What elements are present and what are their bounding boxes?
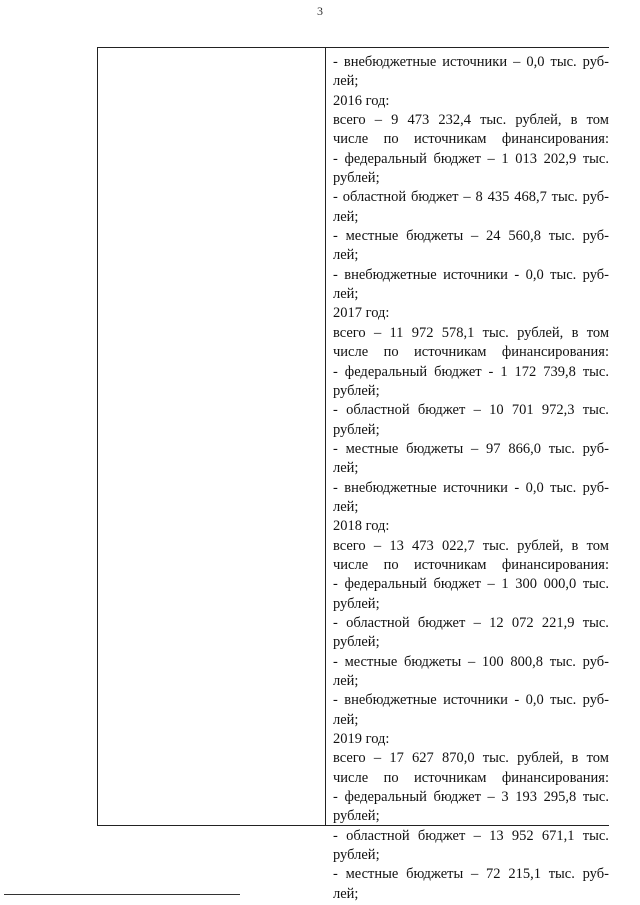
word: финансирования: (501, 131, 609, 148)
word: всего (333, 324, 366, 341)
word: 435 (487, 189, 510, 206)
word: рублей, (517, 324, 564, 341)
word: 3 (501, 789, 509, 806)
word: областной (342, 189, 407, 206)
word: источники (443, 266, 508, 283)
word: – (471, 228, 479, 245)
word: тыс. (548, 228, 575, 245)
word: руб- (582, 266, 609, 283)
word: внебюджетные (344, 479, 437, 496)
word: 473 (407, 112, 430, 129)
word: местные (345, 866, 399, 883)
text-line: лей; (333, 711, 359, 728)
word: бюджет (433, 150, 481, 167)
word: местные (345, 228, 399, 245)
word: 473 (412, 537, 434, 554)
word: – (373, 750, 382, 767)
text-line (333, 556, 609, 575)
text-line (333, 827, 609, 846)
word: тыс. (548, 866, 575, 883)
word: – (487, 789, 495, 806)
word: 10 (489, 402, 504, 419)
word: том (586, 112, 609, 129)
word: - (333, 866, 338, 883)
text-line: лей; (333, 498, 359, 515)
text-line (333, 788, 609, 807)
word: 1 (501, 576, 509, 593)
word: 013 (515, 150, 537, 167)
word: тыс. (550, 692, 577, 709)
word: 13 (489, 827, 504, 844)
word: - (333, 614, 338, 631)
word: по (383, 556, 399, 573)
text-line (333, 227, 609, 246)
word: тыс. (582, 614, 609, 631)
word: 739,8 (543, 363, 576, 380)
word: источники (443, 479, 508, 496)
word: местные (344, 653, 398, 670)
text-line: лей; (333, 247, 359, 264)
text-line (333, 769, 609, 788)
text-line (333, 749, 609, 768)
text-line: 2016 год: (333, 92, 390, 109)
word: 202,9 (543, 150, 577, 167)
word: 193 (515, 789, 537, 806)
word: источники (443, 692, 508, 709)
word: 13 (389, 537, 404, 554)
word: всего (333, 537, 366, 554)
text-line: рублей; (333, 634, 380, 651)
word: числе (333, 769, 369, 786)
word: тыс. (482, 750, 509, 767)
word: – (473, 402, 481, 419)
word: 8 (475, 189, 483, 206)
word: руб- (582, 692, 609, 709)
text-line (333, 537, 609, 556)
word: в (571, 537, 579, 554)
text-line: 2017 год: (333, 305, 390, 322)
text-line: рублей; (333, 170, 380, 187)
word: 866,0 (508, 440, 541, 457)
word: 627 (412, 750, 434, 767)
text-line (333, 111, 609, 130)
word: – (463, 189, 471, 206)
text-line: лей; (333, 208, 359, 225)
word: бюджет (434, 363, 482, 380)
word: руб- (582, 653, 609, 670)
word: 870,0 (441, 750, 475, 767)
word: числе (333, 131, 369, 148)
text-line (333, 575, 609, 594)
word: 000,0 (543, 576, 577, 593)
word: тыс. (582, 789, 609, 806)
word: - (333, 827, 338, 844)
word: тыс. (582, 576, 609, 593)
word: тыс. (550, 266, 577, 283)
word: – (473, 614, 481, 631)
word: – (487, 150, 495, 167)
word: тыс. (582, 827, 609, 844)
word: внебюджетные (343, 54, 437, 70)
word: 72 (486, 866, 501, 883)
word: – (374, 112, 383, 129)
word: бюджет (411, 189, 459, 206)
word: руб- (582, 189, 609, 206)
word: – (471, 440, 479, 457)
word: местные (345, 440, 399, 457)
funding-text-column (333, 53, 609, 904)
word: источникам (414, 344, 487, 361)
word: областной (346, 827, 410, 844)
word: – (373, 537, 382, 554)
word: по (383, 344, 399, 361)
word: источникам (414, 131, 487, 148)
text-line (333, 363, 609, 382)
word: 172 (514, 363, 537, 380)
word: рублей, (515, 112, 562, 129)
word: - (333, 54, 338, 70)
word: руб- (582, 54, 609, 70)
word: тыс. (550, 479, 577, 496)
word: - (514, 479, 520, 496)
word: тыс. (550, 54, 577, 70)
word: - (488, 363, 494, 380)
text-line (333, 614, 609, 633)
word: - (514, 692, 520, 709)
word: тыс. (582, 363, 609, 380)
word: – (473, 827, 481, 844)
text-line (333, 865, 609, 884)
page-number: 3 (317, 4, 323, 18)
word: тыс. (548, 440, 575, 457)
word: по (383, 769, 399, 786)
text-line (333, 188, 609, 207)
word: в (570, 112, 578, 129)
word: числе (333, 344, 369, 361)
word: 671,1 (541, 827, 575, 844)
word: 468,7 (514, 189, 547, 206)
word: тыс. (582, 150, 609, 167)
word: 560,8 (508, 228, 541, 245)
word: 952 (511, 827, 534, 844)
word: 578,1 (441, 324, 475, 341)
table-column-divider (325, 47, 326, 826)
word: 100 (481, 653, 504, 670)
word: областной (346, 614, 410, 631)
word: 11 (389, 324, 404, 341)
word: 800,8 (510, 653, 544, 670)
text-line (333, 440, 609, 459)
word: числе (333, 556, 369, 573)
text-line: лей; (333, 885, 359, 902)
word: - (333, 189, 338, 206)
word: внебюджетные (344, 266, 437, 283)
word: том (586, 537, 609, 554)
word: – (487, 576, 495, 593)
word: тыс. (480, 112, 507, 129)
text-line: лей; (333, 73, 359, 90)
word: 215,1 (508, 866, 541, 883)
word: - (333, 576, 338, 593)
word: источникам (414, 769, 487, 786)
word: по (383, 131, 399, 148)
word: - (333, 789, 338, 806)
word: тыс. (549, 653, 576, 670)
word: 1 (500, 363, 508, 380)
word: тыс. (482, 537, 509, 554)
word: руб- (582, 866, 609, 883)
footnote-rule (4, 894, 240, 895)
word: 12 (489, 614, 504, 631)
word: - (333, 440, 338, 457)
word: бюджет (417, 614, 466, 631)
word: - (333, 228, 338, 245)
word: 9 (391, 112, 399, 129)
text-line (333, 343, 609, 362)
word: - (333, 150, 338, 167)
text-line (333, 401, 609, 420)
word: 0,0 (525, 692, 544, 709)
word: – (373, 324, 382, 341)
text-line: рублей; (333, 421, 380, 438)
text-line: 2018 год: (333, 518, 390, 535)
word: всего (333, 112, 366, 129)
word: федеральный (344, 789, 427, 806)
word: - (333, 266, 338, 283)
text-line: 2019 год: (333, 731, 390, 748)
word: 701 (511, 402, 534, 419)
word: 221,9 (541, 614, 575, 631)
word: бюджет (433, 576, 481, 593)
text-line: рублей; (333, 808, 380, 825)
word: федеральный (344, 576, 427, 593)
word: – (513, 54, 521, 70)
word: – (467, 653, 476, 670)
text-line (333, 691, 609, 710)
word: финансирования: (501, 556, 609, 573)
word: областной (346, 402, 410, 419)
word: 97 (486, 440, 501, 457)
text-line (333, 479, 609, 498)
word: 072 (511, 614, 534, 631)
word: 24 (486, 228, 501, 245)
word: - (333, 363, 338, 380)
word: бюджет (417, 402, 466, 419)
word: - (333, 692, 338, 709)
word: федеральный (344, 363, 428, 380)
text-line: лей; (333, 286, 359, 303)
word: источники (442, 54, 508, 70)
word: 972 (411, 324, 434, 341)
word: 0,0 (526, 54, 545, 70)
text-line (333, 324, 609, 343)
word: финансирования: (501, 344, 609, 361)
word: – (471, 866, 479, 883)
word: - (333, 653, 338, 670)
word: в (571, 750, 579, 767)
word: рублей, (517, 537, 564, 554)
text-line: рублей; (333, 382, 380, 399)
word: в (571, 324, 579, 341)
word: тыс. (551, 189, 578, 206)
word: - (333, 402, 338, 419)
word: 300 (515, 576, 537, 593)
text-line: лей; (333, 460, 359, 477)
word: - (514, 266, 520, 283)
word: руб- (582, 479, 609, 496)
word: - (333, 479, 338, 496)
word: 0,0 (525, 266, 544, 283)
word: внебюджетные (344, 692, 437, 709)
word: бюджет (417, 827, 466, 844)
word: том (586, 750, 609, 767)
word: бюджеты (406, 866, 464, 883)
word: финансирования: (501, 769, 609, 786)
text-line (333, 653, 609, 672)
word: руб- (582, 228, 609, 245)
word: федеральный (344, 150, 427, 167)
word: бюджеты (406, 228, 464, 245)
word: 0,0 (525, 479, 544, 496)
text-line (333, 266, 609, 285)
word: руб- (582, 440, 609, 457)
word: 232,4 (438, 112, 471, 129)
word: том (586, 324, 609, 341)
text-line: рублей; (333, 847, 380, 864)
word: бюджет (433, 789, 481, 806)
word: бюджеты (404, 653, 462, 670)
word: 1 (501, 150, 509, 167)
word: источникам (414, 556, 487, 573)
word: бюджеты (406, 440, 464, 457)
word: 295,8 (543, 789, 577, 806)
word: рублей, (517, 750, 564, 767)
text-line (333, 53, 609, 72)
text-line (333, 150, 609, 169)
word: 972,3 (541, 402, 575, 419)
word: тыс. (482, 324, 509, 341)
text-line: лей; (333, 673, 359, 689)
word: всего (333, 750, 366, 767)
word: 022,7 (441, 537, 475, 554)
text-line: рублей; (333, 595, 380, 612)
text-line (333, 130, 609, 149)
word: 17 (389, 750, 404, 767)
word: тыс. (582, 402, 609, 419)
